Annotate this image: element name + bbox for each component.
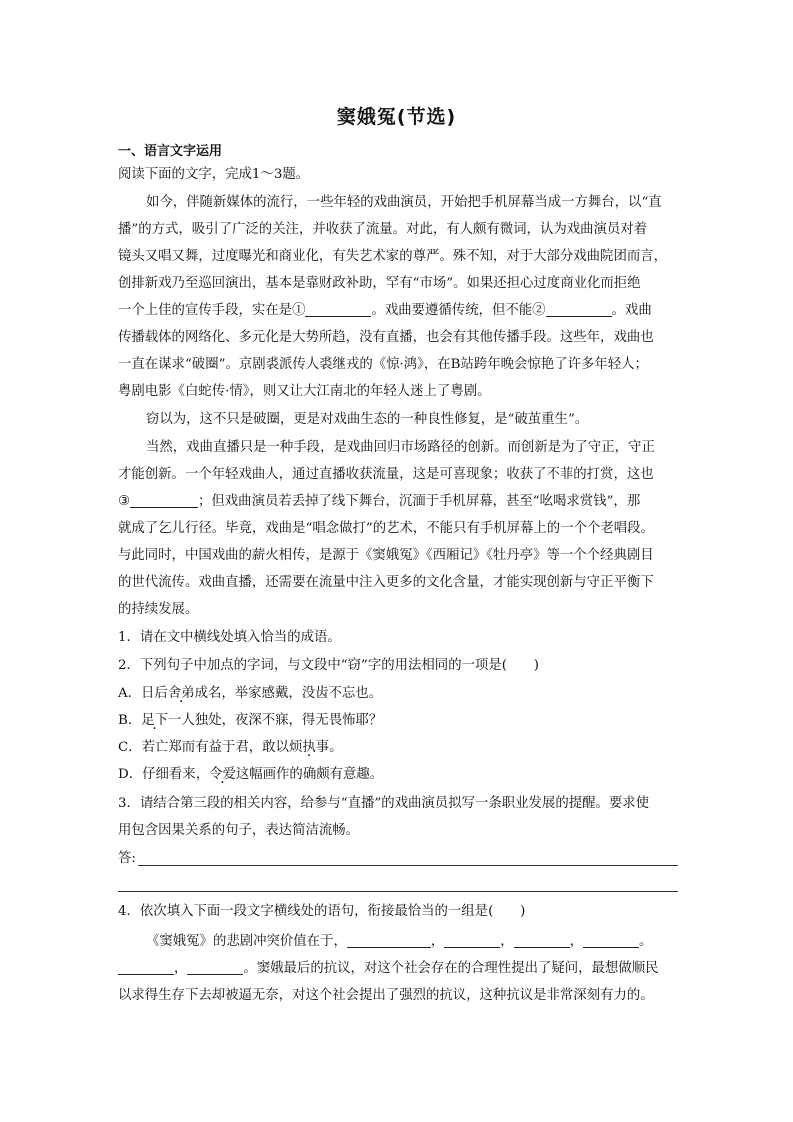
para3-line: 当然，戏曲直播只是一种手段，是戏曲回归市场路径的创新。而创新是为了守正，守正 [146, 440, 655, 455]
para1-line: 镜头又唱又舞，过度曝光和商业化，有失艺术家的尊严。殊不知，对于大部分戏曲院团而言， [118, 249, 668, 264]
option-c[interactable] [118, 740, 343, 756]
option-text: D．仔细看来， [118, 767, 210, 782]
para2: 窃以为，这不只是破圈，更是对戏曲生态的一种良性修复，是“破茧重生”。 [146, 412, 589, 427]
blank[interactable] [514, 934, 570, 948]
option-b[interactable] [118, 713, 382, 729]
para1-line: 粤剧电影《白蛇传·情》，则又让大江南北的年轻人迷上了粤剧。 [118, 384, 491, 399]
para1-line: 播”的方式，吸引了广泛的关注，并收获了流量。对此，有人颇有微词，认为戏曲演员对着 [118, 222, 648, 237]
para3-line: 才能创新。一个年轻戏曲人，通过直播收获流量，这是可喜现象；收获了不菲的打赏，这也 [118, 467, 654, 482]
para3-line: 与此同时，中国戏曲的薪火相传，是源于《窦娥冤》《西厢记》《牡丹亭》等一个个经典剧目 [118, 548, 654, 563]
option-text: 。 [329, 740, 343, 755]
dotted-word: 令爱 [209, 767, 236, 782]
para1-line: 如今，伴随新媒体的流行，一些年轻的戏曲演员，开始把手机屏幕当成一方舞台，以“直 [146, 195, 662, 210]
para1-line: 一直在谋求“破圈”。京剧裘派传人裘继戎的《惊·鸿》，在B站跨年晚会惊艳了许多年轻人； [118, 357, 648, 372]
dotted-word: 舍弟 [167, 686, 195, 701]
option-text: 成名，举家感戴，没齿不忘也。 [194, 686, 383, 701]
blank-3[interactable] [130, 494, 198, 508]
option-a[interactable] [118, 686, 382, 702]
q4-line-with-blanks [118, 961, 678, 977]
blank[interactable] [583, 934, 639, 948]
question-4: 4．依次填入下面一段文字横线处的语句，衔接最恰当的一组是( ) [118, 904, 526, 919]
option-text: C．若亡郑而有益于君，敢以 [118, 740, 289, 755]
page-title: 窦娥冤(节选) [336, 106, 457, 128]
answer-line[interactable] [118, 891, 678, 892]
para3-line: 就成了乞儿行径。毕竟，戏曲是“唱念做打”的艺术，不能只有手机屏幕上的一个个老唱段。 [118, 521, 654, 536]
option-d[interactable] [118, 767, 383, 783]
dotted-word: 烦执事 [288, 740, 330, 755]
line-text: ， [174, 961, 188, 976]
line-text: ③ [118, 494, 131, 509]
blank[interactable] [444, 934, 500, 948]
line-text: 。窦娥最后的抗议，对这个社会存在的合理性提出了疑问，最想做顺民 [243, 961, 659, 976]
para3-line-with-blank [118, 494, 678, 510]
q4-line-with-blanks [146, 934, 678, 950]
option-text: 一人独处，夜深不寐，得无畏怖耶？ [168, 713, 383, 728]
blank-1[interactable] [305, 303, 371, 317]
dotted-word: 足下 [141, 713, 169, 728]
blank[interactable] [118, 961, 174, 975]
line-text: 一个上佳的宣传手段，实在是① [118, 303, 306, 318]
question-3-line1: 3．请结合第三段的相关内容，给参与“直播”的戏曲演员拟写一条职业发展的提醒。要求使 [118, 796, 650, 811]
para3-line: 的持续发展。 [118, 602, 199, 617]
section-heading: 一、语言文字运用 [118, 144, 223, 159]
question-3-line2: 用包含因果关系的句子，表达简洁流畅。 [118, 823, 360, 838]
question-2: 2．下列句子中加点的字词，与文段中“窃”字的用法相同的一项是( ) [118, 658, 539, 673]
answer-line[interactable] [138, 865, 678, 866]
line-text: 。 [639, 934, 653, 949]
line-text: 。戏曲要遵循传统，但不能② [371, 303, 546, 318]
option-text: 这幅画作的确颇有意趣。 [235, 767, 384, 782]
option-text: A．日后 [118, 686, 168, 701]
line-text: 《窦娥冤》的悲剧冲突价值在于， [146, 934, 347, 949]
q4-line: 以求得生存下去却被逼无奈，对这个社会提出了强烈的抗议，这种抗议是非常深刻有力的。 [118, 988, 654, 1003]
blank[interactable] [187, 961, 243, 975]
answer-label: 答: [118, 851, 136, 866]
line-text: ， [500, 934, 514, 949]
line-text: ， [430, 934, 445, 949]
reading-instruction: 阅读下面的文字，完成1～3题。 [118, 167, 310, 182]
question-1: 1．请在文中横线处填入恰当的成语。 [118, 630, 341, 645]
blank[interactable] [347, 934, 431, 948]
line-text: ， [569, 934, 584, 949]
para1-line: 传播载体的网络化、多元化是大势所趋，没有直播，也会有其他传播手段。这些年，戏曲也 [118, 330, 654, 345]
blank-2[interactable] [546, 303, 612, 317]
line-text: 。戏曲 [611, 303, 652, 318]
para3-line: 的世代流传。戏曲直播，还需要在流量中注入更多的文化含量，才能实现创新与守正平衡下 [118, 575, 654, 590]
option-text: B． [118, 713, 142, 728]
para1-line-with-blanks [118, 303, 678, 319]
para1-line: 创排新戏乃至巡回演出，基本是靠财政补助，罕有“市场”。如果还担心过度商业化而拒绝 [118, 276, 641, 291]
line-text: ；但戏曲演员若丢掉了线下舞台，沉湎于手机屏幕，甚至“吆喝求赏钱”，那 [198, 494, 641, 509]
